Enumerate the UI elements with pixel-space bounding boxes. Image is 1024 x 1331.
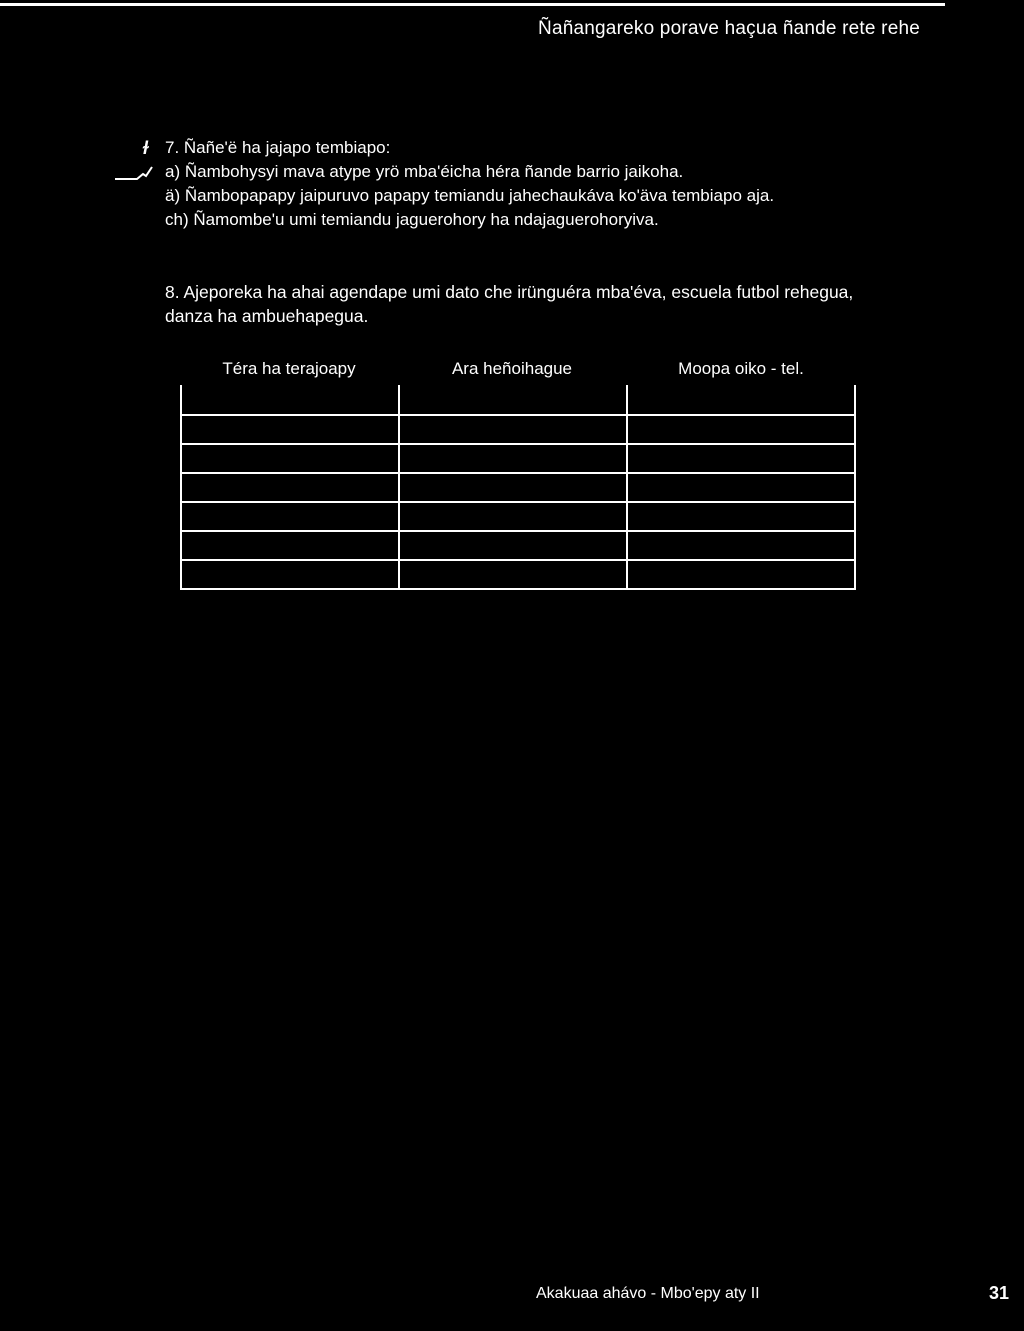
column-divider [180, 561, 182, 588]
column-divider [180, 445, 182, 472]
column-divider [398, 503, 400, 530]
column-header-address-phone: Moopa oiko - tel. [678, 359, 804, 378]
column-divider [398, 474, 400, 501]
column-divider [398, 532, 400, 559]
column-divider [626, 416, 628, 443]
margin-checkmark-icon [113, 163, 153, 183]
column-header-birthday: Ara heñoihague [451, 359, 573, 378]
column-divider [854, 474, 856, 501]
table-row[interactable] [180, 385, 856, 416]
column-divider [398, 561, 400, 588]
column-divider [626, 532, 628, 559]
column-divider [854, 416, 856, 443]
column-divider [626, 561, 628, 588]
column-divider [626, 385, 628, 414]
column-divider [854, 385, 856, 414]
table-row[interactable] [180, 474, 856, 503]
table-row[interactable] [180, 561, 856, 590]
question-7 [165, 136, 774, 232]
table-row[interactable] [180, 416, 856, 445]
column-divider [626, 503, 628, 530]
page-number: 31 [989, 1283, 1010, 1303]
column-divider [626, 445, 628, 472]
margin-tick-mark: ɫ [143, 138, 149, 158]
agenda-table [180, 385, 856, 590]
question-7-item-b: ä) Ñambopapapy jaipuruvo papapy temiandu jahechaukáva ko'äva tembiapo aja. [165, 186, 775, 205]
column-divider [854, 561, 856, 588]
top-rule [0, 3, 945, 6]
footer-book-title: Akakuaa ahávo - Mbo'epy aty II [536, 1285, 760, 1302]
table-row[interactable] [180, 445, 856, 474]
column-divider [180, 385, 182, 414]
question-8: 8. Ajeporeka ha ahai agendape umi dato che irünguéra mba'éva, escuela futbol rehegua, danza ha ambuehapegua. [165, 282, 854, 326]
running-header: Ñañangareko porave haçua ñande rete rehe [538, 18, 920, 39]
column-divider [180, 503, 182, 530]
column-divider [398, 445, 400, 472]
column-divider [180, 416, 182, 443]
column-divider [180, 474, 182, 501]
column-divider [854, 445, 856, 472]
column-divider [854, 532, 856, 559]
column-header-name: Téra ha terajoapy [222, 359, 356, 378]
column-divider [626, 474, 628, 501]
question-7-item-a: a) Ñambohysyi mava atype yrö mba'éicha héra ñande barrio jaikoha. [165, 162, 684, 181]
column-divider [398, 416, 400, 443]
question-7-item-c: ch) Ñamombe'u umi temiandu jaguerohory ha ndajaguerohoryiva. [165, 210, 659, 229]
column-divider [180, 532, 182, 559]
column-divider [398, 385, 400, 414]
question-7-prompt: 7. Ñañe'ë ha jajapo tembiapo: [165, 138, 391, 157]
column-divider [854, 503, 856, 530]
table-row[interactable] [180, 503, 856, 532]
table-row[interactable] [180, 532, 856, 561]
